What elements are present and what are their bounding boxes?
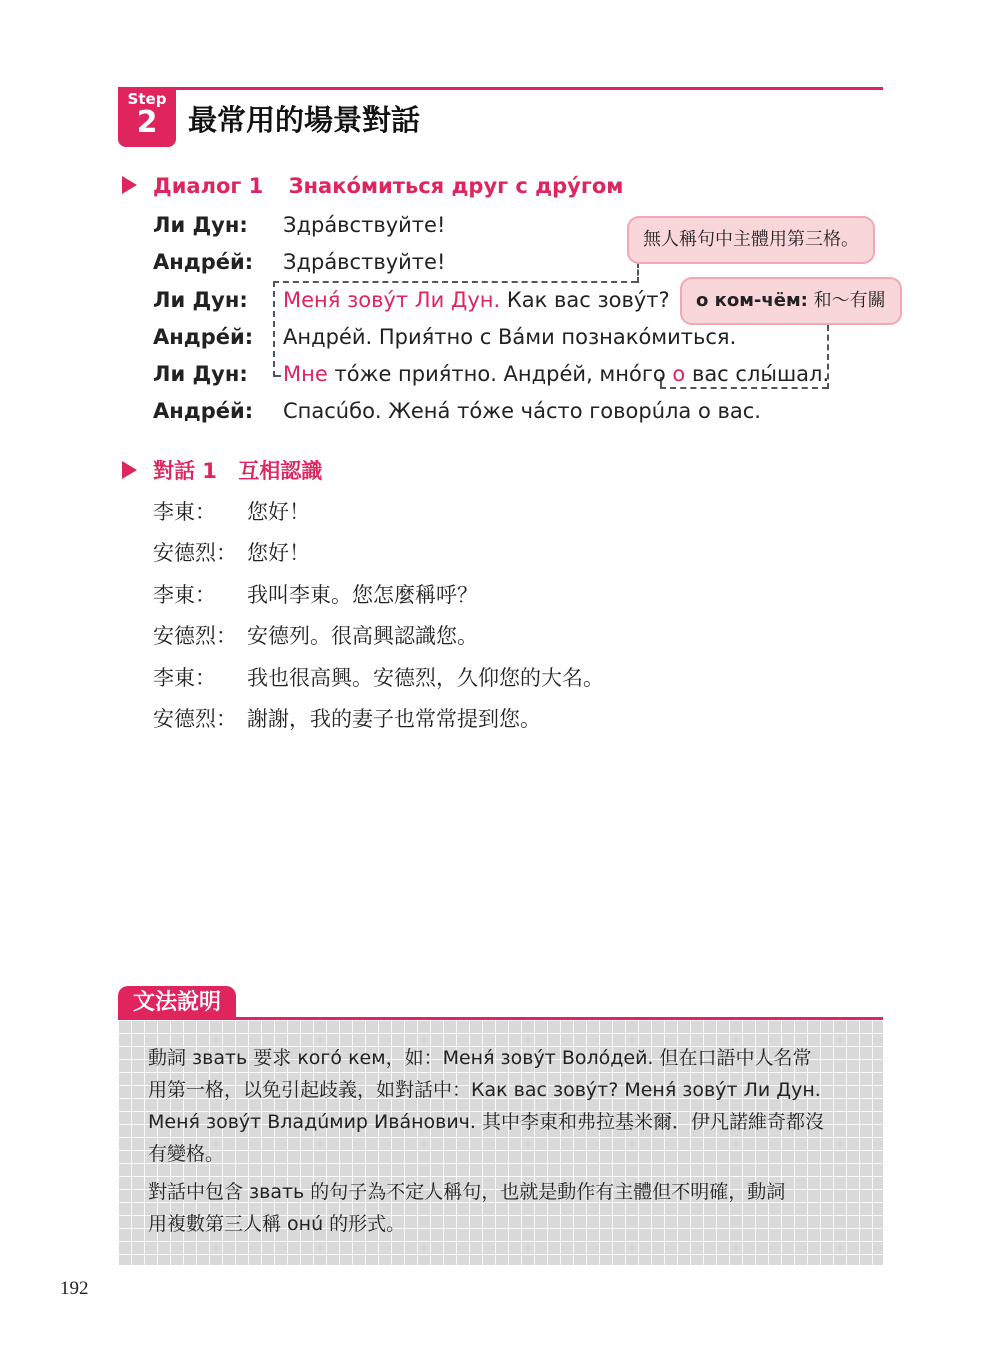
grammar-paragraph-1 bbox=[148, 1042, 858, 1170]
header-rule bbox=[118, 87, 883, 90]
triangle-bullet-icon bbox=[122, 461, 137, 479]
dialog-ru-label: Диалог 1 bbox=[153, 174, 264, 198]
ru-highlight-2: о bbox=[672, 362, 686, 386]
zh-line-3 bbox=[153, 579, 753, 611]
ru-speaker: Ли Дун: bbox=[153, 288, 248, 312]
zh-text: 您好！ bbox=[247, 500, 310, 524]
zh-speaker: 安德烈： bbox=[153, 624, 237, 648]
page-number: 192 bbox=[60, 1278, 89, 1299]
ru-speaker: Андрéй: bbox=[153, 325, 254, 349]
ru-text-rest-2: вас слы́шал. bbox=[685, 362, 830, 386]
note1-connector-stem bbox=[637, 262, 639, 283]
ru-text: Здрáвствуйте! bbox=[283, 213, 446, 237]
zh-text: 安德列。很高興認識您。 bbox=[247, 624, 478, 648]
ru-highlight: Меня́ зовýт Ли Дун. bbox=[283, 288, 501, 312]
grammar-line: 用第一格，以免引起歧義，如對話中：Как вас зовýт? Меня́ зовýт Ли Дун. bbox=[148, 1079, 821, 1101]
dialog-ru-title: Знакóмиться друг с дрýгом bbox=[288, 174, 624, 198]
ru-text: Здрáвствуйте! bbox=[283, 250, 446, 274]
ru-line-3 bbox=[153, 285, 673, 315]
zh-speaker: 安德烈： bbox=[153, 541, 237, 565]
dialog-zh-heading bbox=[122, 456, 322, 486]
ru-speaker: Андрéй: bbox=[153, 250, 254, 274]
note1-connector-top bbox=[273, 281, 637, 283]
zh-text: 我叫李東。您怎麼稱呼？ bbox=[247, 583, 478, 607]
zh-text: 我也很高興。安德烈，久仰您的大名。 bbox=[247, 666, 604, 690]
section-title: 最常用的場景對話 bbox=[188, 103, 421, 137]
step-word: Step bbox=[127, 90, 167, 108]
dialog-ru-heading bbox=[122, 171, 623, 201]
ru-speaker: Ли Дун: bbox=[153, 213, 248, 237]
zh-speaker: 安德烈： bbox=[153, 707, 237, 731]
note-impersonal: 無人稱句中主體用第三格。 bbox=[627, 216, 875, 264]
step-number: 2 bbox=[136, 105, 158, 140]
note-text: 和～有關 bbox=[807, 290, 886, 311]
ru-line-4 bbox=[153, 322, 753, 352]
zh-line-1 bbox=[153, 496, 753, 528]
ru-speaker: Ли Дун: bbox=[153, 362, 248, 386]
zh-line-5 bbox=[153, 662, 753, 694]
dialog-zh-title: 互相認識 bbox=[238, 459, 323, 483]
ru-text-rest: Как вас зовýт? bbox=[500, 288, 670, 312]
zh-speaker: 李東： bbox=[153, 583, 216, 607]
ru-text bbox=[283, 359, 829, 389]
grammar-line: 用複數第三人稱 онú 的形式。 bbox=[148, 1213, 406, 1235]
ru-text-rest: тóже прия́тно. Андрéй, мнóго bbox=[327, 362, 673, 386]
ru-line-2 bbox=[153, 247, 633, 277]
triangle-bullet-icon bbox=[122, 176, 137, 194]
ru-text: Андрéй. Прия́тно с Вáми познакóмиться. bbox=[283, 325, 737, 349]
ru-line-5 bbox=[153, 359, 830, 389]
grammar-line: Меня́ зовýт Владúмир Ивáнович. 其中李東和弗拉基米爾．伊凡諾維奇都沒 bbox=[148, 1111, 824, 1133]
zh-line-6 bbox=[153, 703, 753, 735]
note-bold: о ком-чём: bbox=[696, 290, 808, 311]
zh-text: 謝謝，我的妻子也常常提到您。 bbox=[247, 707, 541, 731]
step-badge bbox=[118, 87, 176, 147]
grammar-paragraph-2 bbox=[148, 1176, 858, 1240]
ru-speaker: Андрéй: bbox=[153, 399, 254, 423]
ru-text: Спасúбо. Женá тóже чáсто говорúла о вас. bbox=[283, 399, 761, 423]
ru-line-1 bbox=[153, 210, 633, 240]
zh-speaker: 李東： bbox=[153, 666, 216, 690]
grammar-line: 對話中包含 звать 的句子為不定人稱句，也就是動作有主體但不明確，動詞 bbox=[148, 1181, 786, 1203]
dialog-zh-label: 對話 1 bbox=[153, 459, 217, 483]
zh-speaker: 李東： bbox=[153, 500, 216, 524]
ru-text bbox=[283, 285, 670, 315]
zh-line-4 bbox=[153, 620, 753, 652]
grammar-line: 有變格。 bbox=[148, 1143, 225, 1165]
grammar-box bbox=[118, 1020, 883, 1265]
zh-text: 您好！ bbox=[247, 541, 310, 565]
grammar-line: 動詞 звать 要求 когó кем，如：Меня́ зовýт Волóдей. 但在口語中人名常 bbox=[148, 1047, 812, 1069]
note-o-kom-chem bbox=[680, 277, 902, 325]
zh-line-2 bbox=[153, 537, 753, 569]
ru-line-6 bbox=[153, 396, 773, 426]
grammar-tab: 文法說明 bbox=[118, 986, 236, 1020]
ru-highlight: Мне bbox=[283, 362, 328, 386]
